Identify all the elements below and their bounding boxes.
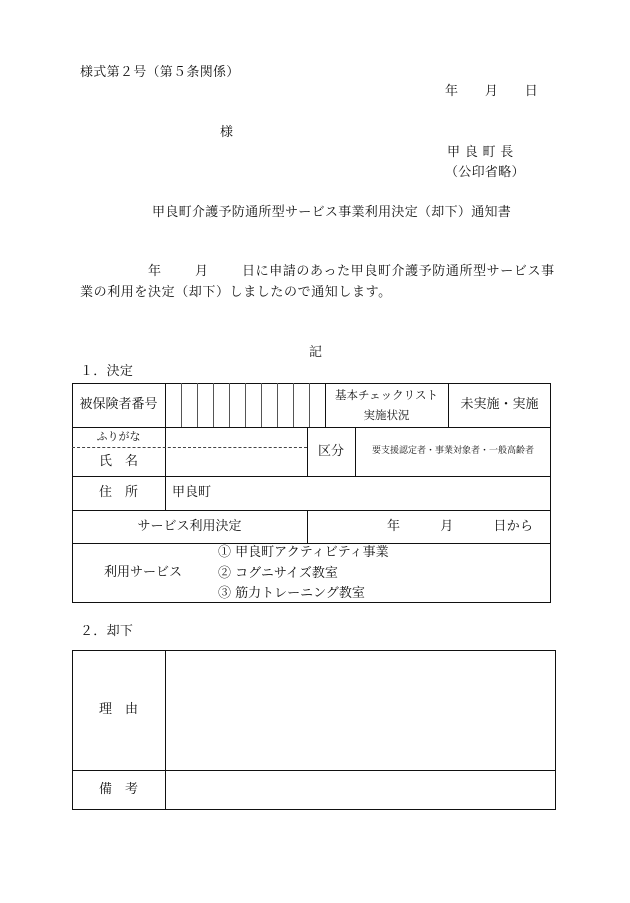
column-divider: [307, 510, 308, 543]
service-decision-label: サービス利用決定: [137, 518, 242, 534]
seal-note: （公印省略）: [445, 165, 525, 180]
ki-mark: 記: [309, 345, 323, 360]
checklist-label-line-2: 実施状況: [363, 408, 410, 422]
document-title: 甲良町介護予防通所型サービス事業利用決定（却下）通知書: [152, 205, 512, 220]
checklist-label: [325, 383, 448, 427]
category-label: 区分: [317, 443, 344, 459]
body-line-1: 日に申請のあった甲良町介護予防通所型サービス事: [242, 264, 555, 279]
checklist-options: 未実施・実施: [460, 397, 539, 413]
issue-date: 年 月 日: [445, 84, 539, 99]
body-year-label: 年: [148, 264, 162, 279]
category-options: 要支援認定者・事業対象者・一般高齢者: [371, 446, 534, 457]
body-line-2: 業の利用を決定（却下）しましたので通知します。: [80, 285, 392, 300]
insured-number-digit-cell: [214, 383, 230, 427]
sender-name: 甲 良 町 長: [447, 145, 514, 160]
address-value: 甲良町: [172, 485, 212, 501]
furigana-label: ふりがな: [96, 430, 141, 444]
furigana-field: [165, 427, 307, 447]
form-number: 様式第２号（第５条関係）: [80, 65, 240, 80]
service-item: ② コグニサイズ教室: [218, 565, 338, 581]
reason-label: 理 由: [98, 702, 138, 718]
name-label: 氏 名: [98, 453, 138, 469]
reason-field: [166, 651, 555, 770]
insured-number-digit-cell: [246, 383, 262, 427]
body-month-label: 月: [195, 264, 209, 279]
service-label: 利用サービス: [103, 565, 182, 581]
insured-number-digit-cell: [182, 383, 198, 427]
insured-number-field: [166, 383, 325, 427]
checklist-label-line-1: 基本チェックリスト: [335, 388, 438, 402]
recipient-suffix: 様: [220, 125, 234, 140]
insured-number-digit-cell: [310, 383, 325, 427]
insured-number-digit-cell: [230, 383, 246, 427]
service-list: [218, 543, 389, 605]
name-field: [165, 447, 307, 476]
section-decision-heading: １．決定: [80, 364, 134, 379]
insured-number-digit-cell: [294, 383, 310, 427]
insured-number-digit-cell: [198, 383, 214, 427]
service-item: ① 甲良町アクティビティ事業: [218, 545, 389, 560]
insured-number-digit-cell: [278, 383, 294, 427]
service-start-date: 年 月 日から: [387, 518, 534, 534]
insured-number-label: 被保険者番号: [79, 397, 158, 413]
remarks-label: 備 考: [98, 782, 138, 798]
insured-number-digit-cell: [262, 383, 278, 427]
insured-number-digit-cell: [166, 383, 182, 427]
service-item: ③ 筋力トレーニング教室: [218, 586, 365, 601]
section-rejection-heading: ２．却下: [80, 624, 134, 639]
address-label: 住 所: [98, 485, 138, 501]
remarks-field: [166, 771, 555, 809]
